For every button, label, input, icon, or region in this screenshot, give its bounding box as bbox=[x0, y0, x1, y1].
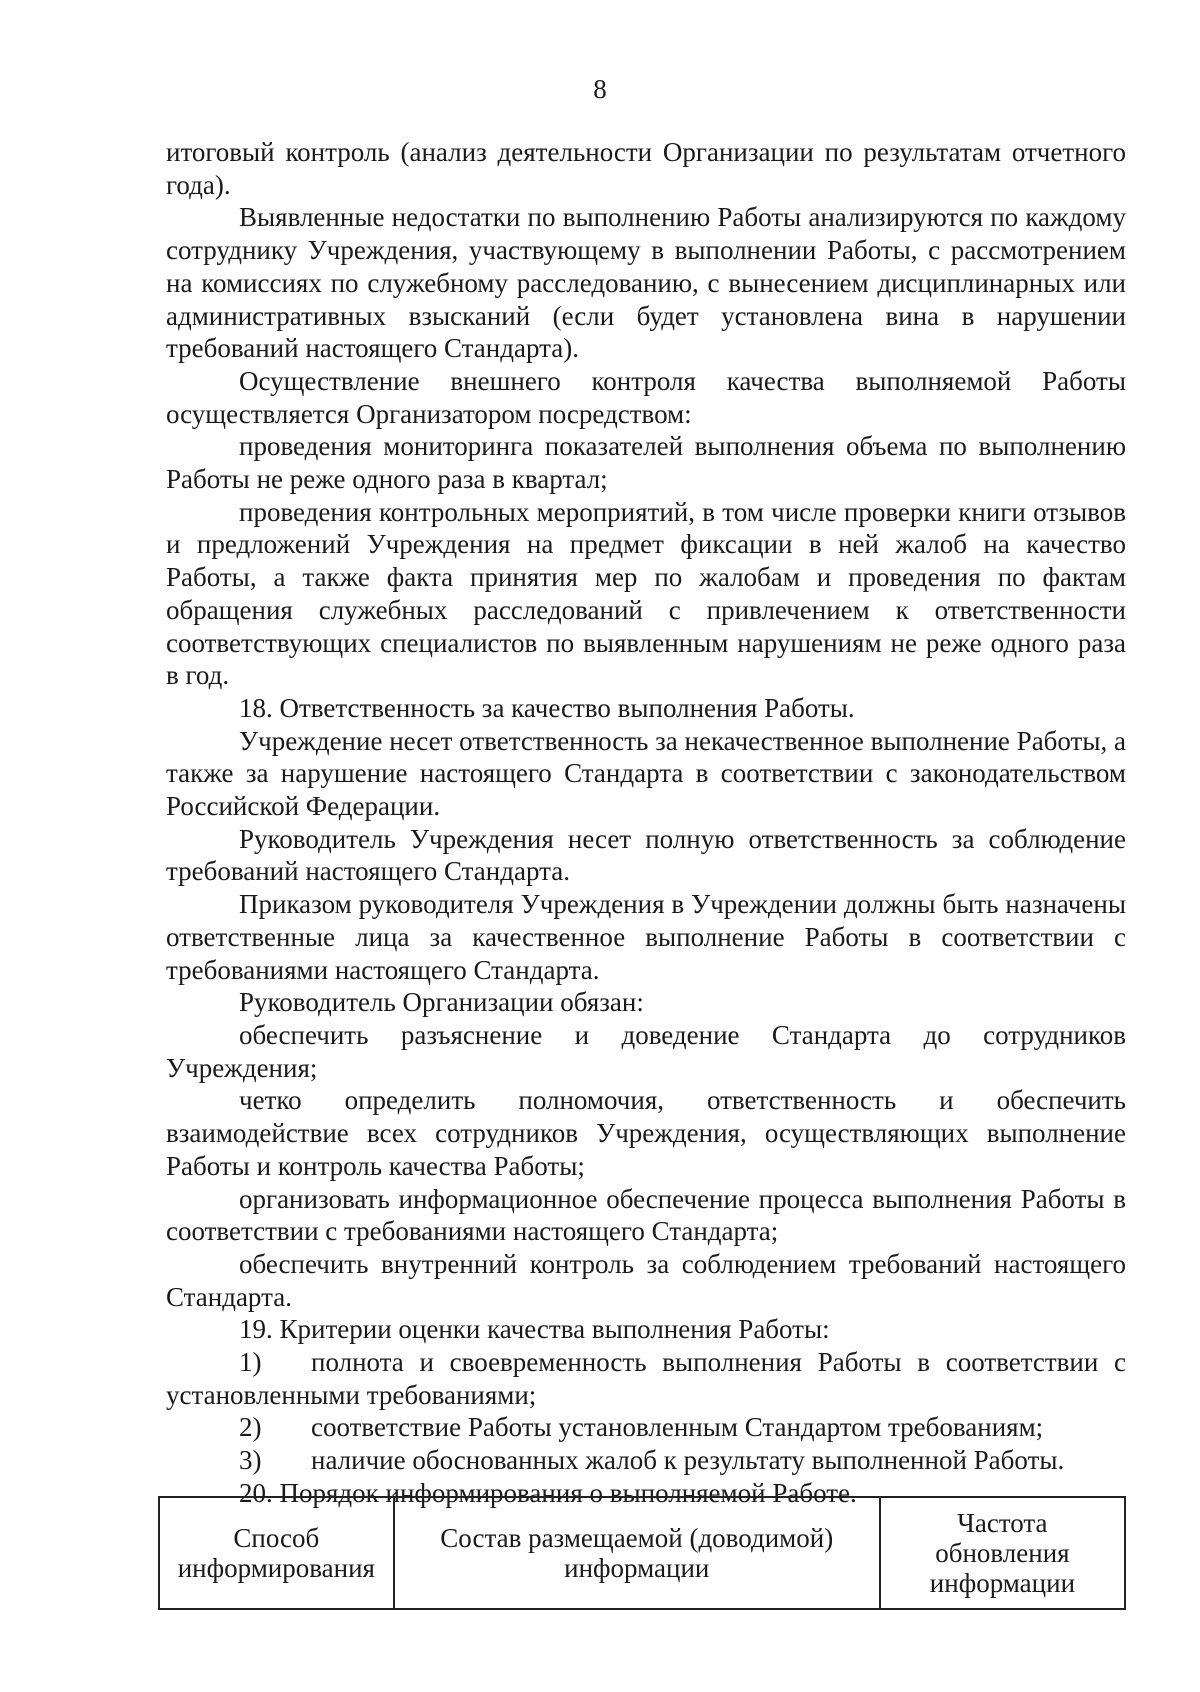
paragraph-control-measures: проведения контрольных мероприятий, в том числе проверки книги отзывов и предложений Учреждения на предмет фиксации в ней жалоб на качество Работы, а также факта принятия мер по жалобам и проведения по фактам обращения служебных расследований с привлечением к ответственности соответствующих специалистов по выявленным нарушениям не реже одного раза в год. bbox=[166, 496, 1126, 691]
paragraph-external-control: Осуществление внешнего контроля качества выполняемой Работы осуществляется Организатором посредством: bbox=[166, 365, 1126, 429]
paragraph-head-responsibility: Руководитель Учреждения несет полную ответственность за соблюдение требований настоящего Стандарта. bbox=[166, 823, 1126, 887]
criteria-item-text: полнота и своевременность выполнения Работы в соответствии с установленными требованиями; bbox=[166, 1347, 1126, 1410]
paragraph-information-support: организовать информационное обеспечение процесса выполнения Работы в соответствии с требованиями настоящего Стандарта; bbox=[166, 1183, 1126, 1247]
paragraph-final-control: итоговый контроль (анализ деятельности Организации по результатам отчетного года). bbox=[166, 137, 1126, 200]
informing-table bbox=[158, 1496, 1126, 1610]
paragraph-explain-standard: обеспечить разъяснение и доведение Стандарта до сотрудников Учреждения; bbox=[166, 1019, 1126, 1083]
section-heading-19: 19. Критерии оценки качества выполнения Работы: bbox=[239, 1314, 830, 1345]
criteria-item bbox=[166, 1411, 1126, 1444]
page-number: 8 bbox=[593, 74, 607, 104]
criteria-item bbox=[166, 1346, 1126, 1411]
criteria-item-number: 1) bbox=[239, 1347, 262, 1378]
table-header-row bbox=[159, 1497, 1125, 1609]
paragraph-define-powers: четко определить полномочия, ответственность и обеспечить взаимодействие всех сотрудников Учреждения, осуществляющих выполнение Работы и контроль качества Работы; bbox=[166, 1085, 1126, 1181]
table-header-content: Состав размещаемой (доводимой) информации bbox=[394, 1497, 880, 1609]
section-heading-18: 18. Ответственность за качество выполнения Работы. bbox=[239, 692, 855, 723]
paragraph-internal-control: обеспечить внутренний контроль за соблюдением требований настоящего Стандарта. bbox=[166, 1248, 1126, 1312]
paragraph-monitoring: проведения мониторинга показателей выполнения объема по выполнению Работы не реже одного раза в квартал; bbox=[166, 431, 1126, 495]
paragraph-head-obliged: Руководитель Организации обязан: bbox=[239, 987, 644, 1018]
section-heading-20: 20. Порядок информирования о выполняемой Работе. bbox=[239, 1477, 857, 1508]
paragraph-identified-shortcomings: Выявленные недостатки по выполнению Работы анализируются по каждому сотруднику Учреждения, участвующему в выполнении Работы, с рассмотрением на комиссиях по служебному расследованию, с вынесением дисциплинарных или административных взысканий (если будет установлена вина в нарушении требований настоящего Стандарта). bbox=[166, 202, 1126, 364]
criteria-item-text: наличие обоснованных жалоб к результату выполненной Работы. bbox=[311, 1445, 1065, 1476]
table-header-method: Способ информирования bbox=[159, 1497, 394, 1609]
document-body bbox=[166, 136, 1126, 1510]
criteria-item bbox=[166, 1444, 1126, 1477]
table-header-frequency: Частота обновления информации bbox=[880, 1497, 1125, 1609]
criteria-item-text: соответствие Работы установленным Стандартом требованиям; bbox=[311, 1412, 1044, 1443]
paragraph-order-appointment: Приказом руководителя Учреждения в Учреждении должны быть назначены ответственные лица за качественное выполнение Работы в соответствии с требованиями настоящего Стандарта. bbox=[166, 889, 1126, 985]
criteria-item-number: 3) bbox=[239, 1445, 262, 1476]
paragraph-institution-responsibility: Учреждение несет ответственность за некачественное выполнение Работы, а также за нарушение настоящего Стандарта в соответствии с законодательством Российской Федерации. bbox=[166, 725, 1126, 822]
criteria-item-number: 2) bbox=[239, 1412, 262, 1443]
